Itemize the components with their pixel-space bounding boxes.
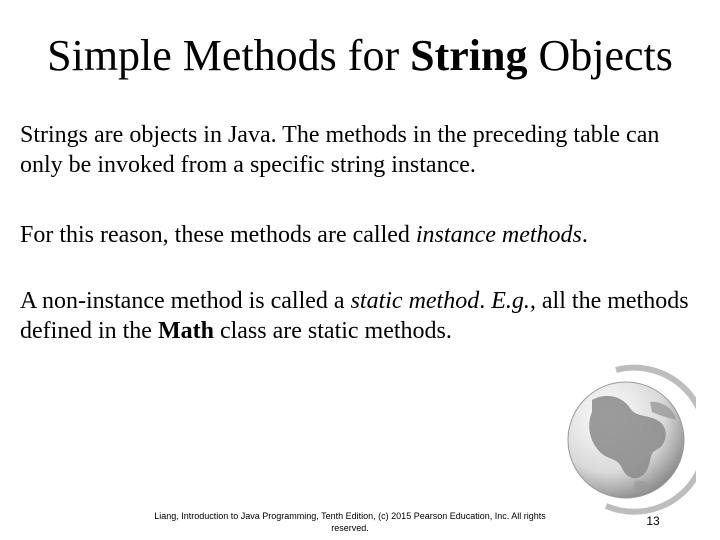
paragraph-instance-methods [20, 220, 700, 250]
paragraph-2-text: For this reason, these methods are called [20, 222, 416, 248]
paragraph-3-text3: all the methods defined in the [20, 288, 689, 344]
paragraph-3-text2: . [479, 288, 492, 314]
paragraph-3-text4: class are static methods. [213, 318, 452, 344]
paragraph-2-italic: instance methods [415, 222, 582, 248]
page-number: 13 [646, 514, 660, 528]
footer-citation: Liang, Introduction to Java Programming, Tenth Edition, (c) 2015 Pearson Education, Inc. All rights reserved. [154, 511, 546, 533]
title-part2: Objects [527, 31, 673, 80]
paragraph-3-italic1: static method [350, 288, 480, 314]
paragraph-3-bold-math: Math [157, 318, 214, 344]
paragraph-instance-invocation [20, 120, 700, 180]
paragraph-2-end: . [581, 222, 588, 248]
paragraph-3-text1: A non-instance method is called a [20, 288, 351, 314]
paragraph-1-text: Strings are objects in Java. The methods in the preceding table can only be invoked from a specific string instance. [20, 122, 660, 178]
paragraph-static-methods [20, 286, 700, 346]
title-part1: Simple Methods for [47, 31, 411, 80]
slide-title [0, 28, 720, 84]
paragraph-3-italic2: E.g., [491, 288, 536, 314]
title-bold-string: String [410, 31, 528, 80]
globe-icon [556, 356, 696, 526]
